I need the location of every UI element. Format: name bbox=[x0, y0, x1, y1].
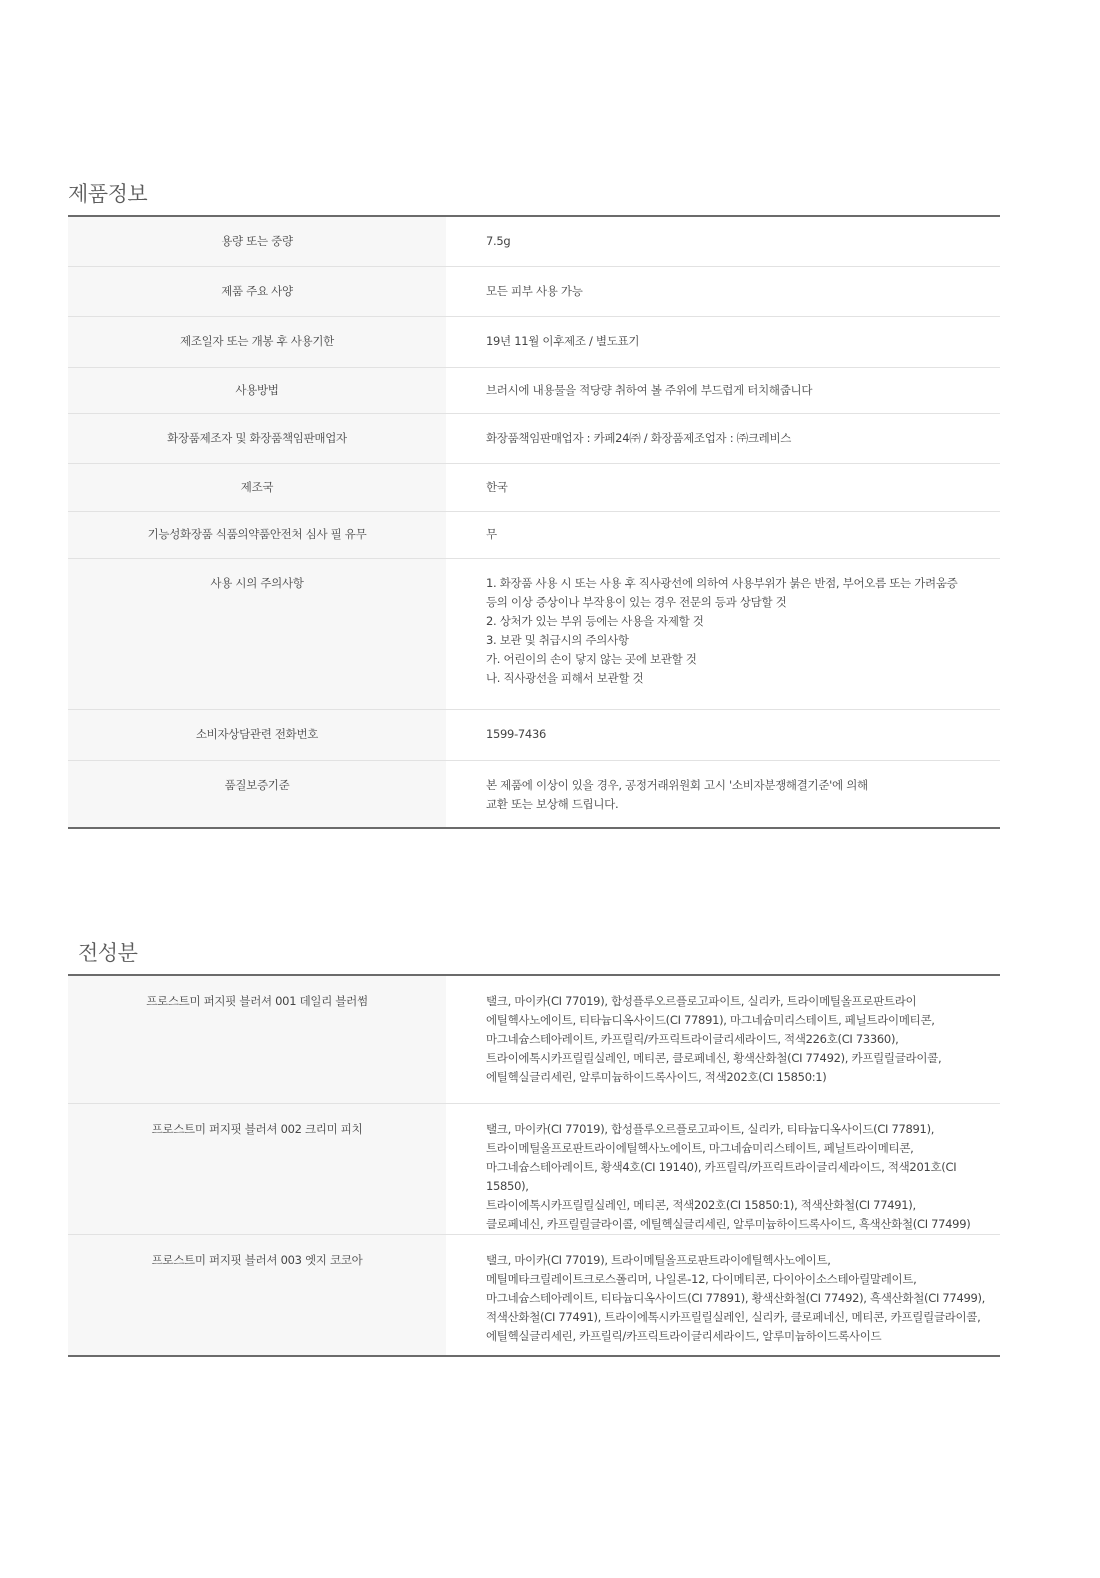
row-value: 본 제품에 이상이 있을 경우, 공정거래위원회 고시 '소비자분쟁해결기준'에 의해 교환 또는 보상해 드립니다. bbox=[446, 760, 1000, 828]
row-label: 소비자상담관련 전화번호 bbox=[68, 709, 446, 760]
product-info-title: 제품정보 bbox=[68, 182, 148, 206]
row-label: 품질보증기준 bbox=[68, 760, 446, 828]
ingredients-title: 전성분 bbox=[78, 941, 138, 965]
table-row bbox=[68, 511, 1000, 558]
table-row bbox=[68, 760, 1000, 828]
table-row bbox=[68, 316, 1000, 367]
row-label: 프로스트미 퍼지핏 블러셔 002 크리미 피치 bbox=[68, 1103, 446, 1234]
row-value: 탤크, 마이카(CI 77019), 트라이메틸올프로판트라이에틸헥사노에이트, 메틸메타크릴레이트크로스폴리머, 나일론-12, 다이메티콘, 다이아이소스테아릴말레이트, 마그네슘스테아레이트, 티타늄디옥사이드(CI 77891), 황색산화철(CI 77492), 흑색산화철(CI 77499), 적색산화철(CI 77491), 트라이에톡시카프릴릴실레인, 실리카, 클로페네신, 메티콘, 카프릴릴글라이콜, 에틸헥실글리세린, 카프릴릭/카프릭트라이글리세라이드, 알루미늄하이드록사이드 bbox=[446, 1234, 1000, 1356]
table-row bbox=[68, 1103, 1000, 1234]
row-value: 모든 피부 사용 가능 bbox=[446, 266, 1000, 316]
row-label: 제조국 bbox=[68, 463, 446, 511]
table-row bbox=[68, 463, 1000, 511]
table-row bbox=[68, 975, 1000, 1103]
table-row bbox=[68, 709, 1000, 760]
row-value: 7.5g bbox=[446, 216, 1000, 266]
row-value: 화장품책임판매업자 : 카페24㈜ / 화장품제조업자 : ㈜크레비스 bbox=[446, 413, 1000, 463]
row-value: 탤크, 마이카(CI 77019), 합성플루오르플로고파이트, 실리카, 티타늄디옥사이드(CI 77891), 트라이메틸올프로판트라이에틸헥사노에이트, 마그네슘미리스테이트, 페닐트라이메티콘, 마그네슘스테아레이트, 황색4호(CI 19140), 카프릴릭/카프릭트라이글리세라이드, 적색201호(CI 15850), 트라이에톡시카프릴릴실레인, 메티콘, 적색202호(CI 15850:1), 적색산화철(CI 77491), 클로페네신, 카프릴릴글라이콜, 에틸헥실글리세린, 알루미늄하이드록사이드, 흑색산화철(CI 77499) bbox=[446, 1103, 1000, 1234]
row-value: 무 bbox=[446, 511, 1000, 558]
row-label: 프로스트미 퍼지핏 블러셔 001 데일리 블러썸 bbox=[68, 975, 446, 1103]
table-row bbox=[68, 413, 1000, 463]
row-label: 사용 시의 주의사항 bbox=[68, 558, 446, 709]
row-label: 프로스트미 퍼지핏 블러셔 003 엣지 코코아 bbox=[68, 1234, 446, 1356]
row-label: 기능성화장품 식품의약품안전처 심사 필 유무 bbox=[68, 511, 446, 558]
table-row bbox=[68, 367, 1000, 413]
table-row bbox=[68, 1234, 1000, 1356]
table-row bbox=[68, 216, 1000, 266]
ingredients-table bbox=[68, 974, 1000, 1357]
row-value: 19년 11월 이후제조 / 별도표기 bbox=[446, 316, 1000, 367]
row-value: 한국 bbox=[446, 463, 1000, 511]
row-value: 1. 화장품 사용 시 또는 사용 후 직사광선에 의하여 사용부위가 붉은 반점, 부어오름 또는 가려움증 등의 이상 증상이나 부작용이 있는 경우 전문의 등과 상담할 것 2. 상처가 있는 부위 등에는 사용을 자제할 것 3. 보관 및 취급시의 주의사항 가. 어린이의 손이 닿지 않는 곳에 보관할 것 나. 직사광선을 피해서 보관할 것 bbox=[446, 558, 1000, 709]
product-info-table bbox=[68, 215, 1000, 829]
row-value: 탤크, 마이카(CI 77019), 합성플루오르플로고파이트, 실리카, 트라이메틸올프로판트라이 에틸헥사노에이트, 티타늄디옥사이드(CI 77891), 마그네슘미리스테이트, 페닐트라이메티콘, 마그네슘스테아레이트, 카프릴릭/카프릭트라이글리세라이드, 적색226호(CI 73360), 트라이에톡시카프릴릴실레인, 메티콘, 클로페네신, 황색산화철(CI 77492), 카프릴릴글라이콜, 에틸헥실글리세린, 알루미늄하이드록사이드, 적색202호(CI 15850:1) bbox=[446, 975, 1000, 1103]
row-value: 1599-7436 bbox=[446, 709, 1000, 760]
row-value: 브러시에 내용물을 적당량 취하여 볼 주위에 부드럽게 터치해줍니다 bbox=[446, 367, 1000, 413]
table-row bbox=[68, 266, 1000, 316]
row-label: 제조일자 또는 개봉 후 사용기한 bbox=[68, 316, 446, 367]
row-label: 화장품제조자 및 화장품책임판매업자 bbox=[68, 413, 446, 463]
row-label: 사용방법 bbox=[68, 367, 446, 413]
row-label: 용량 또는 중량 bbox=[68, 216, 446, 266]
row-label: 제품 주요 사양 bbox=[68, 266, 446, 316]
table-row bbox=[68, 558, 1000, 709]
